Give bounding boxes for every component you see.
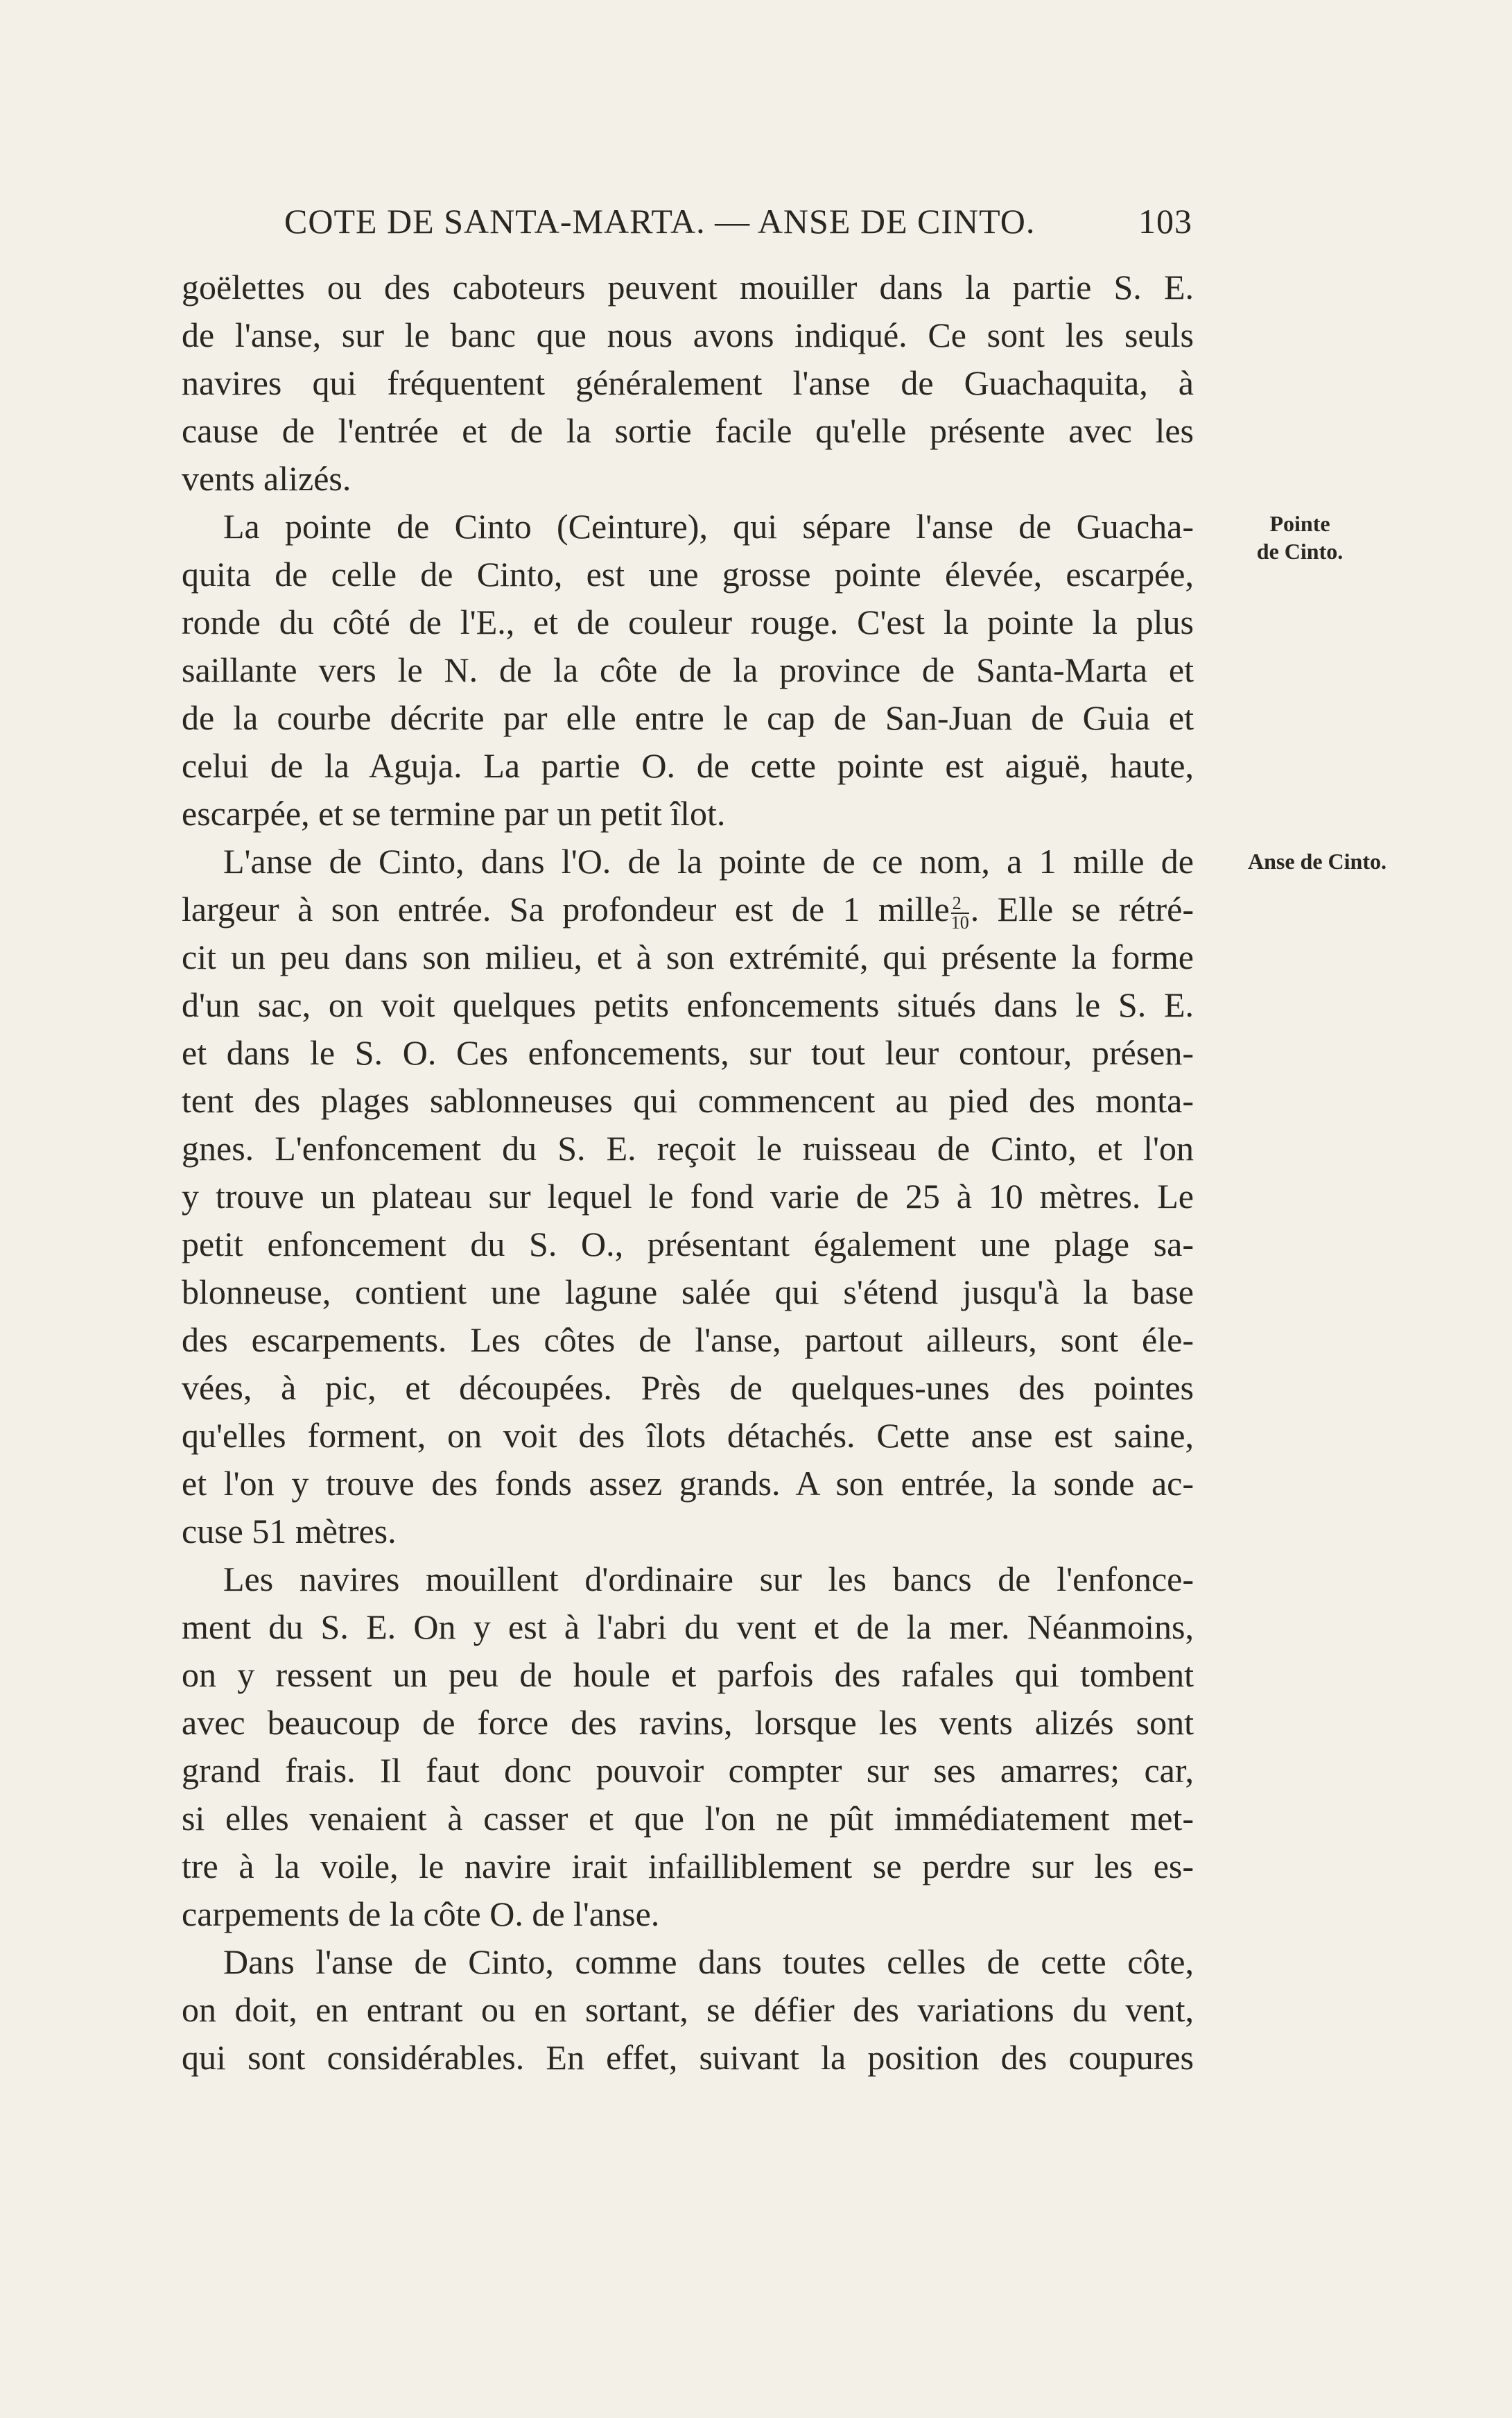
text-segment: largeur à son entrée. Sa profondeur est de 1 mille xyxy=(182,890,950,929)
fraction-denominator: 10 xyxy=(950,912,969,933)
text-line: qui sont considérables. En effet, suivant la position des coupures xyxy=(182,2038,1194,2077)
page-number: 103 xyxy=(1138,202,1192,241)
text-line: et dans le S. O. Ces enfoncements, sur tout leur contour, présen- xyxy=(182,1033,1194,1072)
margin-note-pointe-de-cinto xyxy=(1244,510,1355,565)
text-line: on y ressent un peu de houle et parfois des rafales qui tombent xyxy=(182,1655,1194,1694)
text-line: goëlettes ou des caboteurs peuvent mouiller dans la partie S. E. xyxy=(182,268,1194,306)
text-line: d'un sac, on voit quelques petits enfoncements situés dans le S. E. xyxy=(182,985,1194,1024)
text-line-with-fraction xyxy=(182,886,1194,933)
text-line: vées, à pic, et découpées. Près de quelques-unes des pointes xyxy=(182,1368,1194,1407)
text-line: qu'elles forment, on voit des îlots détachés. Cette anse est saine, xyxy=(182,1416,1194,1455)
text-line: si elles venaient à casser et que l'on ne pût immédiatement met- xyxy=(182,1799,1194,1838)
text-line: carpements de la côte O. de l'anse. xyxy=(182,1894,660,1933)
text-line: gnes. L'enfoncement du S. E. reçoit le ruisseau de Cinto, et l'on xyxy=(182,1129,1194,1168)
body-text xyxy=(182,264,1194,2082)
margin-note-line: Pointe xyxy=(1269,511,1330,536)
text-line: on doit, en entrant ou en sortant, se défier des variations du vent, xyxy=(182,1990,1194,2029)
text-line: y trouve un plateau sur lequel le fond varie de 25 à 10 mètres. Le xyxy=(182,1177,1194,1216)
text-line: de la courbe décrite par elle entre le cap de San-Juan de Guia et xyxy=(182,698,1194,737)
paragraph-5 xyxy=(182,1938,1194,2082)
text-line: saillante vers le N. de la côte de la province de Santa-Marta et xyxy=(182,650,1194,689)
text-line: tent des plages sablonneuses qui commencent au pied des monta- xyxy=(182,1081,1194,1120)
text-line: L'anse de Cinto, dans l'O. de la pointe de ce nom, a 1 mille de xyxy=(223,842,1194,881)
text-line: escarpée, et se termine par un petit îlot. xyxy=(182,794,726,833)
text-line: La pointe de Cinto (Ceinture), qui sépare l'anse de Guacha- xyxy=(223,507,1194,546)
text-line: ronde du côté de l'E., et de couleur rouge. C'est la pointe la plus xyxy=(182,603,1194,641)
paragraph-2 xyxy=(182,503,1194,838)
running-head-title: COTE DE SANTA-MARTA. — ANSE DE CINTO. xyxy=(284,202,1036,241)
text-line: avec beaucoup de force des ravins, lorsque les vents alizés sont xyxy=(182,1703,1194,1742)
margin-note-line: de Cinto. xyxy=(1256,539,1344,564)
text-line: petit enfoncement du S. O., présentant également une plage sa- xyxy=(182,1225,1194,1263)
paragraph-3 xyxy=(182,838,1194,1555)
text-line: cause de l'entrée et de la sortie facile qu'elle présente avec les xyxy=(182,411,1194,450)
text-line: celui de la Aguja. La partie O. de cette pointe est aiguë, haute, xyxy=(182,746,1194,785)
text-line: et l'on y trouve des fonds assez grands. A son entrée, la sonde ac- xyxy=(182,1464,1194,1503)
text-segment: . Elle se rétré- xyxy=(970,890,1194,929)
text-line: cit un peu dans son milieu, et à son extrémité, qui présente la forme xyxy=(182,938,1194,976)
text-line: Les navires mouillent d'ordinaire sur les bancs de l'enfonce- xyxy=(223,1560,1194,1598)
text-line: de l'anse, sur le banc que nous avons indiqué. Ce sont les seuls xyxy=(182,316,1194,354)
text-line: cuse 51 mètres. xyxy=(182,1512,397,1551)
running-head xyxy=(284,201,1192,250)
text-line: quita de celle de Cinto, est une grosse pointe élevée, escarpée, xyxy=(182,555,1194,594)
paragraph-4 xyxy=(182,1555,1194,1938)
text-line: vents alizés. xyxy=(182,459,351,498)
margin-note-anse-de-cinto: Anse de Cinto. xyxy=(1247,849,1387,874)
paragraph-1 xyxy=(182,264,1194,503)
text-line: blonneuse, contient une lagune salée qui s'étend jusqu'à la base xyxy=(182,1272,1194,1311)
text-line: Dans l'anse de Cinto, comme dans toutes celles de cette côte, xyxy=(223,1942,1194,1981)
fraction xyxy=(950,892,969,933)
fraction-numerator: 2 xyxy=(951,895,969,914)
text-line: des escarpements. Les côtes de l'anse, partout ailleurs, sont éle- xyxy=(182,1320,1194,1359)
text-line: grand frais. Il faut donc pouvoir compter sur ses amarres; car, xyxy=(182,1751,1194,1790)
text-line: tre à la voile, le navire irait infailliblement se perdre sur les es- xyxy=(182,1847,1194,1885)
text-line: ment du S. E. On y est à l'abri du vent et de la mer. Néanmoins, xyxy=(182,1607,1194,1646)
text-line: navires qui fréquentent généralement l'anse de Guachaquita, à xyxy=(182,363,1194,402)
